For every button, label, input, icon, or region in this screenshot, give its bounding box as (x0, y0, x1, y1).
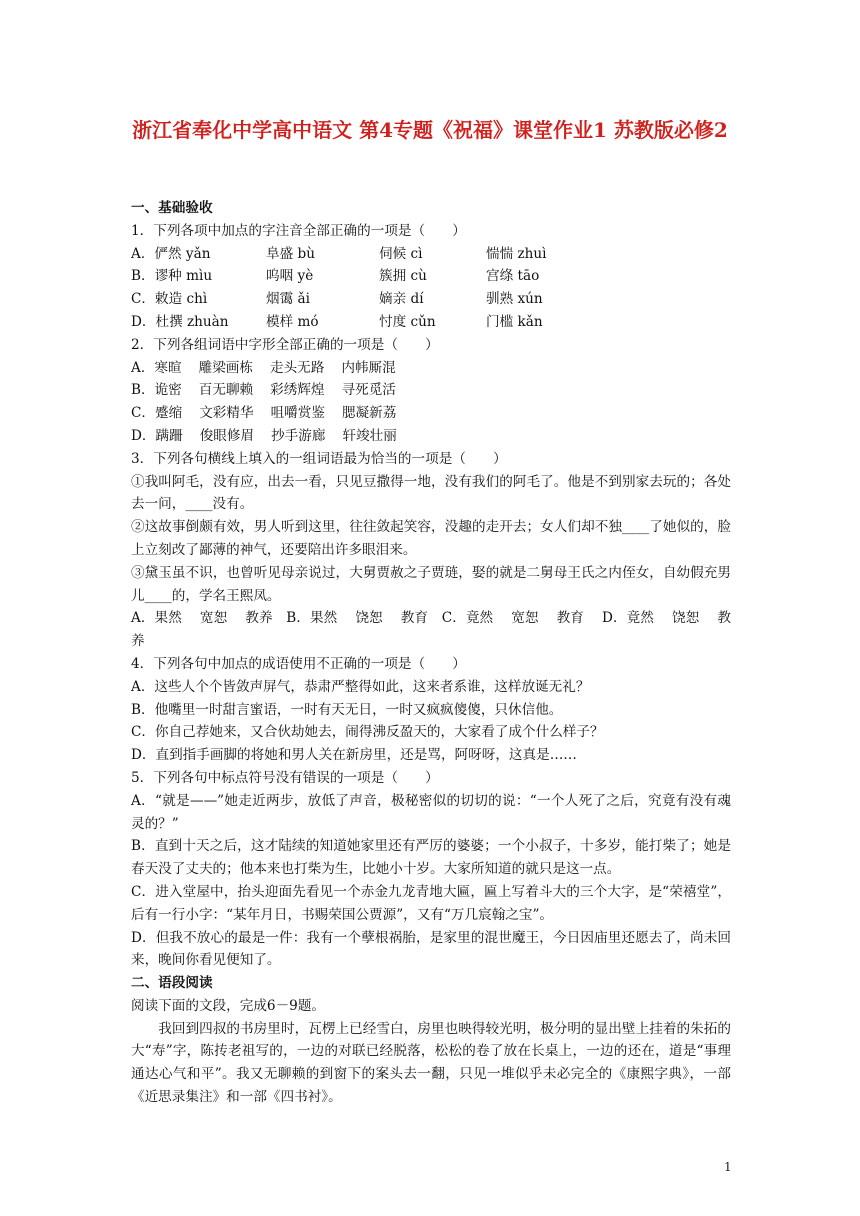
question-2-stem: 2．下列各组词语中字形全部正确的一项是（ ） (131, 336, 439, 353)
page-number: 1 (724, 1160, 732, 1174)
question-5-option-c: C．进入堂屋中，抬头迎面先看见一个赤金九龙青地大匾，匾上写着斗大的三个大字，是“荣禧堂”，后有一行小字：“某年月日，书赐荣国公贾源”，又有“万几宸翰之宝”。 (131, 883, 731, 923)
option-item: 驯熟 xún (486, 291, 543, 308)
option-item: 彩绣辉煌 (270, 382, 325, 399)
option-item: 忖度 cǔn (379, 313, 436, 330)
question-4-stem: 4．下列各句中加点的成语使用不正确的一项是（ ） (131, 655, 466, 672)
option-item: A．俨然 yǎn (131, 245, 211, 262)
reading-instruction: 阅读下面的文段，完成6－9题。 (131, 997, 326, 1014)
option-item: B．谬种 mìu (131, 268, 213, 285)
option-item: D．蹒跚 (131, 427, 183, 444)
question-5-stem: 5．下列各句中标点符号没有错误的一项是（ ） (131, 769, 439, 786)
option-item: 伺候 cì (379, 245, 423, 262)
option-item: 抄手游廊 (271, 427, 326, 444)
question-3-sentence-2: ②这故事倒颇有效，男人听到这里，往往敛起笑容，没趣的走开去；女人们却不独____了她似的，脸上立刻改了鄙薄的神气，还要陪出许多眼泪来。 (131, 519, 731, 558)
question-3-stem: 3．下列各句横线上填入的一组词语最为恰当的一项是（ ） (131, 450, 507, 467)
option-item: A．寒暄 (131, 359, 182, 376)
option-item: 惴惴 zhuì (486, 245, 547, 262)
option-item: 簇拥 cù (379, 268, 427, 285)
option-item: 百无聊赖 (198, 382, 254, 399)
question-2-option-c (131, 402, 731, 425)
option-item: 宫绦 tāo (486, 268, 540, 285)
option-item: 嫡亲 dí (379, 291, 424, 308)
option-item: 俊眼修眉 (199, 427, 255, 444)
document-body (131, 197, 731, 1109)
option-item: C．敕造 chì (131, 291, 208, 308)
question-3-sentence-3: ③黛玉虽不识，也曾听见母亲说过，大舅贾赦之子贾琏，娶的就是二舅母王氏之内侄女，自幼假充男儿____的，学名王熙凤。 (131, 564, 731, 604)
question-1-stem: 1．下列各项中加点的字注音全部正确的一项是（ ） (131, 222, 466, 239)
option-item: 呜咽 yè (266, 268, 314, 285)
option-item: 雕梁画栋 (198, 359, 253, 376)
option-item: 文彩精华 (199, 405, 254, 422)
question-5-option-b: B．直到十天之后，这才陆续的知道她家里还有严厉的婆婆；一个小叔子，十多岁，能打柴了；她是春天没了丈夫的；他本来也打柴为生，比她小十岁。大家所知道的就只是这一点。 (131, 838, 731, 878)
option-item: 模样 mó (266, 313, 319, 330)
question-4-option-c: C．你自己荐她来，又合伙劫她去，闹得沸反盈天的，大家看了成个什么样子？ (131, 724, 604, 741)
option-item: C．蹙缩 (131, 405, 183, 422)
question-1-option-b (131, 265, 731, 288)
section-heading-basics: 一、基础验收 (131, 200, 213, 216)
question-4-option-d: D．直到指手画脚的将她和男人关在新房里，还是骂，阿呀呀，这真是…… (131, 747, 577, 764)
question-5-option-a: A．“就是——”她走近两步，放低了声音，极秘密似的切切的说：“一个人死了之后，究竟有没有魂灵的？” (131, 792, 731, 832)
section-heading-reading: 二、语段阅读 (131, 975, 213, 992)
option-item: B．诡密 (131, 382, 182, 399)
option-item: 阜盛 bù (266, 245, 315, 262)
question-2-option-a (131, 357, 731, 380)
question-3-sentence-1: ①我叫阿毛，没有应，出去一看，只见豆撒得一地，没有我们的阿毛了。他是不到别家去玩的；各处去一问，____没有。 (131, 473, 731, 513)
question-4-option-b: B．他嘴里一时甜言蜜语，一时有天无日，一时又疯疯傻傻，只休信他。 (131, 701, 563, 718)
question-4-option-a: A．这些人个个皆敛声屏气，恭肃严整得如此，这来者系谁，这样放诞无礼？ (131, 678, 590, 695)
reading-passage: 我回到四叔的书房里时，瓦楞上已经雪白，房里也映得较光明，极分明的显出壁上挂着的朱拓的大“寿”字，陈抟老祖写的，一边的对联已经脱落，松松的卷了放在长桌上，一边的还在，道是“事理通达心气和平”。我又无聊赖的到窗下的案头去一翻，只见一堆似乎未必完全的《康熙字典》，一部《近思录集注》和一部《四书衬》。 (131, 1020, 731, 1106)
option-item: 烟霭 ǎi (266, 291, 310, 308)
question-3-options: A．果然 宽恕 教养 B．果然 饶恕 教育 C．竟然 宽恕 教育 D．竟然 饶恕 教养 (131, 610, 731, 650)
question-1-option-c (131, 288, 731, 311)
question-2-option-d (131, 425, 731, 448)
question-5-option-d: D．但我不放心的最是一件：我有一个孽根祸胎，是家里的混世魔王，今日因庙里还愿去了，尚未回来，晚间你看见便知了。 (131, 929, 731, 969)
question-2-option-b (131, 379, 731, 402)
option-item: 走头无路 (269, 359, 325, 376)
option-item: 腮凝新荔 (341, 405, 397, 422)
option-item: 寻死觅活 (341, 382, 396, 399)
option-item: 内帏厮混 (341, 359, 396, 376)
option-item: D．杜撰 zhuàn (131, 313, 229, 330)
option-item: 咀嚼赏鉴 (270, 405, 325, 422)
question-1-option-a (131, 243, 731, 266)
document-title: 浙江省奉化中学高中语文 第4专题《祝福》课堂作业1 苏教版必修2 (132, 118, 728, 142)
question-1-option-d (131, 311, 731, 334)
option-item: 门槛 kǎn (486, 313, 543, 330)
option-item: 轩竣壮丽 (342, 427, 397, 444)
